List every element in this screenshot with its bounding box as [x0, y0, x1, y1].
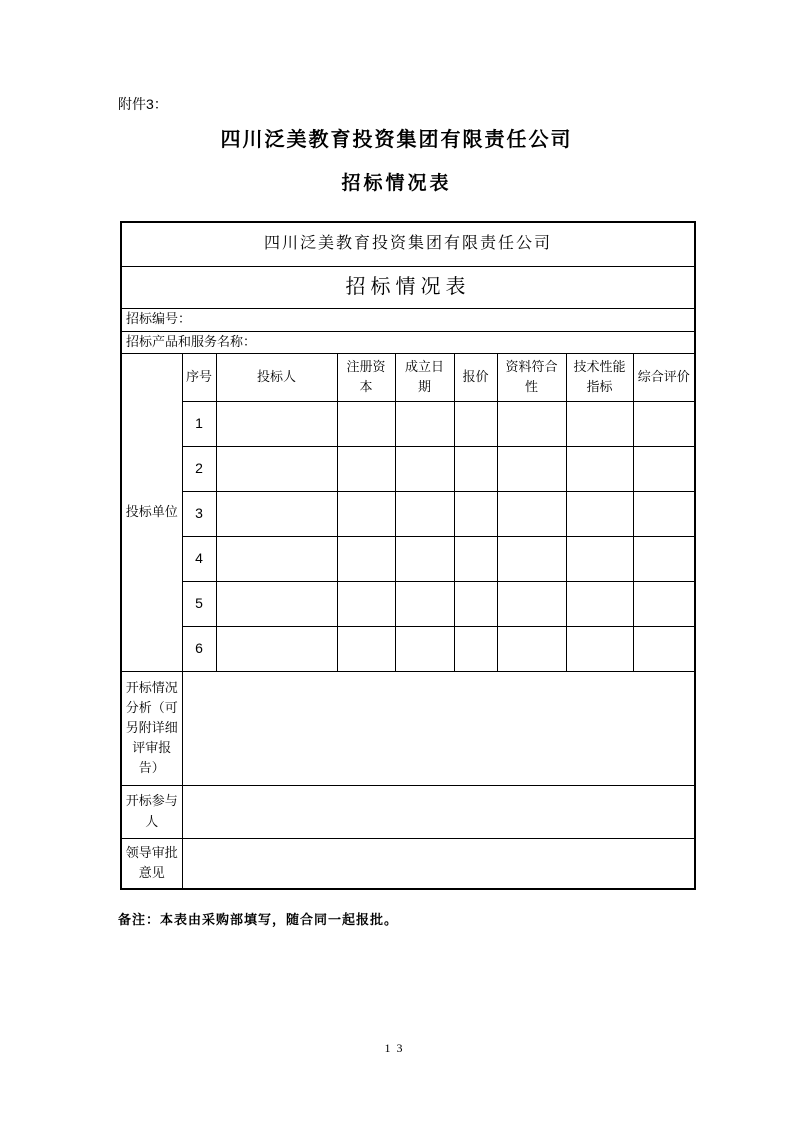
row-number: 5 — [182, 581, 216, 626]
company-header-cell: 四川泛美教育投资集团有限责任公司 — [121, 222, 695, 266]
participants-content-cell — [182, 785, 695, 838]
empty-cell — [216, 581, 337, 626]
empty-cell — [395, 491, 454, 536]
empty-cell — [395, 401, 454, 446]
empty-cell — [337, 581, 395, 626]
bidder-row-1 — [121, 401, 695, 446]
empty-cell — [395, 581, 454, 626]
empty-cell — [566, 446, 633, 491]
approval-label: 领导审批意见 — [121, 838, 182, 889]
empty-cell — [497, 491, 566, 536]
table-row-approval — [121, 838, 695, 889]
empty-cell — [497, 536, 566, 581]
row-number: 3 — [182, 491, 216, 536]
bidder-row-5 — [121, 581, 695, 626]
empty-cell — [337, 536, 395, 581]
table-row-analysis — [121, 671, 695, 785]
bidder-row-3 — [121, 491, 695, 536]
remark-note: 备注：本表由采购部填写，随合同一起报批。 — [118, 912, 399, 927]
empty-cell — [497, 581, 566, 626]
empty-cell — [216, 401, 337, 446]
bidder-row-2 — [121, 446, 695, 491]
row-number: 6 — [182, 626, 216, 671]
page-number: 13 — [384, 1041, 409, 1055]
column-header-registered-capital: 注册资本 — [337, 353, 395, 401]
empty-cell — [566, 491, 633, 536]
empty-cell — [566, 536, 633, 581]
table-row-bid-number — [121, 308, 695, 331]
empty-cell — [454, 581, 497, 626]
empty-cell — [454, 536, 497, 581]
empty-cell — [454, 401, 497, 446]
empty-cell — [566, 581, 633, 626]
empty-cell — [337, 401, 395, 446]
empty-cell — [566, 401, 633, 446]
bidder-section-label: 投标单位 — [121, 353, 182, 671]
empty-cell — [395, 536, 454, 581]
bidding-form-table — [120, 221, 696, 890]
empty-cell — [566, 626, 633, 671]
empty-cell — [497, 446, 566, 491]
empty-cell — [216, 536, 337, 581]
empty-cell — [216, 491, 337, 536]
empty-cell — [395, 446, 454, 491]
analysis-content-cell — [182, 671, 695, 785]
column-header-founding-date: 成立日期 — [395, 353, 454, 401]
empty-cell — [454, 491, 497, 536]
form-title-cell: 招标情况表 — [121, 266, 695, 308]
table-row-participants — [121, 785, 695, 838]
empty-cell — [395, 626, 454, 671]
document-title: 四川泛美教育投资集团有限责任公司 — [220, 129, 573, 151]
table-row-form-title — [121, 266, 695, 308]
empty-cell — [633, 491, 695, 536]
row-number: 4 — [182, 536, 216, 581]
table-header-row — [121, 353, 695, 401]
empty-cell — [633, 536, 695, 581]
column-header-seq: 序号 — [182, 353, 216, 401]
empty-cell — [633, 626, 695, 671]
bidder-row-6 — [121, 626, 695, 671]
approval-content-cell — [182, 838, 695, 889]
empty-cell — [337, 491, 395, 536]
empty-cell — [633, 446, 695, 491]
table-row-bid-products — [121, 331, 695, 353]
empty-cell — [337, 446, 395, 491]
row-number: 2 — [182, 446, 216, 491]
analysis-label: 开标情况分析（可另附详细评审报告） — [121, 671, 182, 785]
bid-products-label: 招标产品和服务名称： — [121, 331, 695, 353]
bidder-row-4 — [121, 536, 695, 581]
participants-label: 开标参与人 — [121, 785, 182, 838]
empty-cell — [454, 626, 497, 671]
table-row-company — [121, 222, 695, 266]
empty-cell — [497, 626, 566, 671]
column-header-quote: 报价 — [454, 353, 497, 401]
column-header-document-compliance: 资料符合性 — [497, 353, 566, 401]
attachment-label: 附件3： — [118, 96, 168, 112]
empty-cell — [497, 401, 566, 446]
empty-cell — [337, 626, 395, 671]
document-subtitle: 招标情况表 — [341, 173, 452, 194]
empty-cell — [454, 446, 497, 491]
column-header-bidder: 投标人 — [216, 353, 337, 401]
row-number: 1 — [182, 401, 216, 446]
bid-number-label: 招标编号： — [121, 308, 695, 331]
empty-cell — [633, 401, 695, 446]
empty-cell — [216, 446, 337, 491]
empty-cell — [633, 581, 695, 626]
empty-cell — [216, 626, 337, 671]
column-header-technical-performance: 技术性能指标 — [566, 353, 633, 401]
column-header-overall-evaluation: 综合评价 — [633, 353, 695, 401]
